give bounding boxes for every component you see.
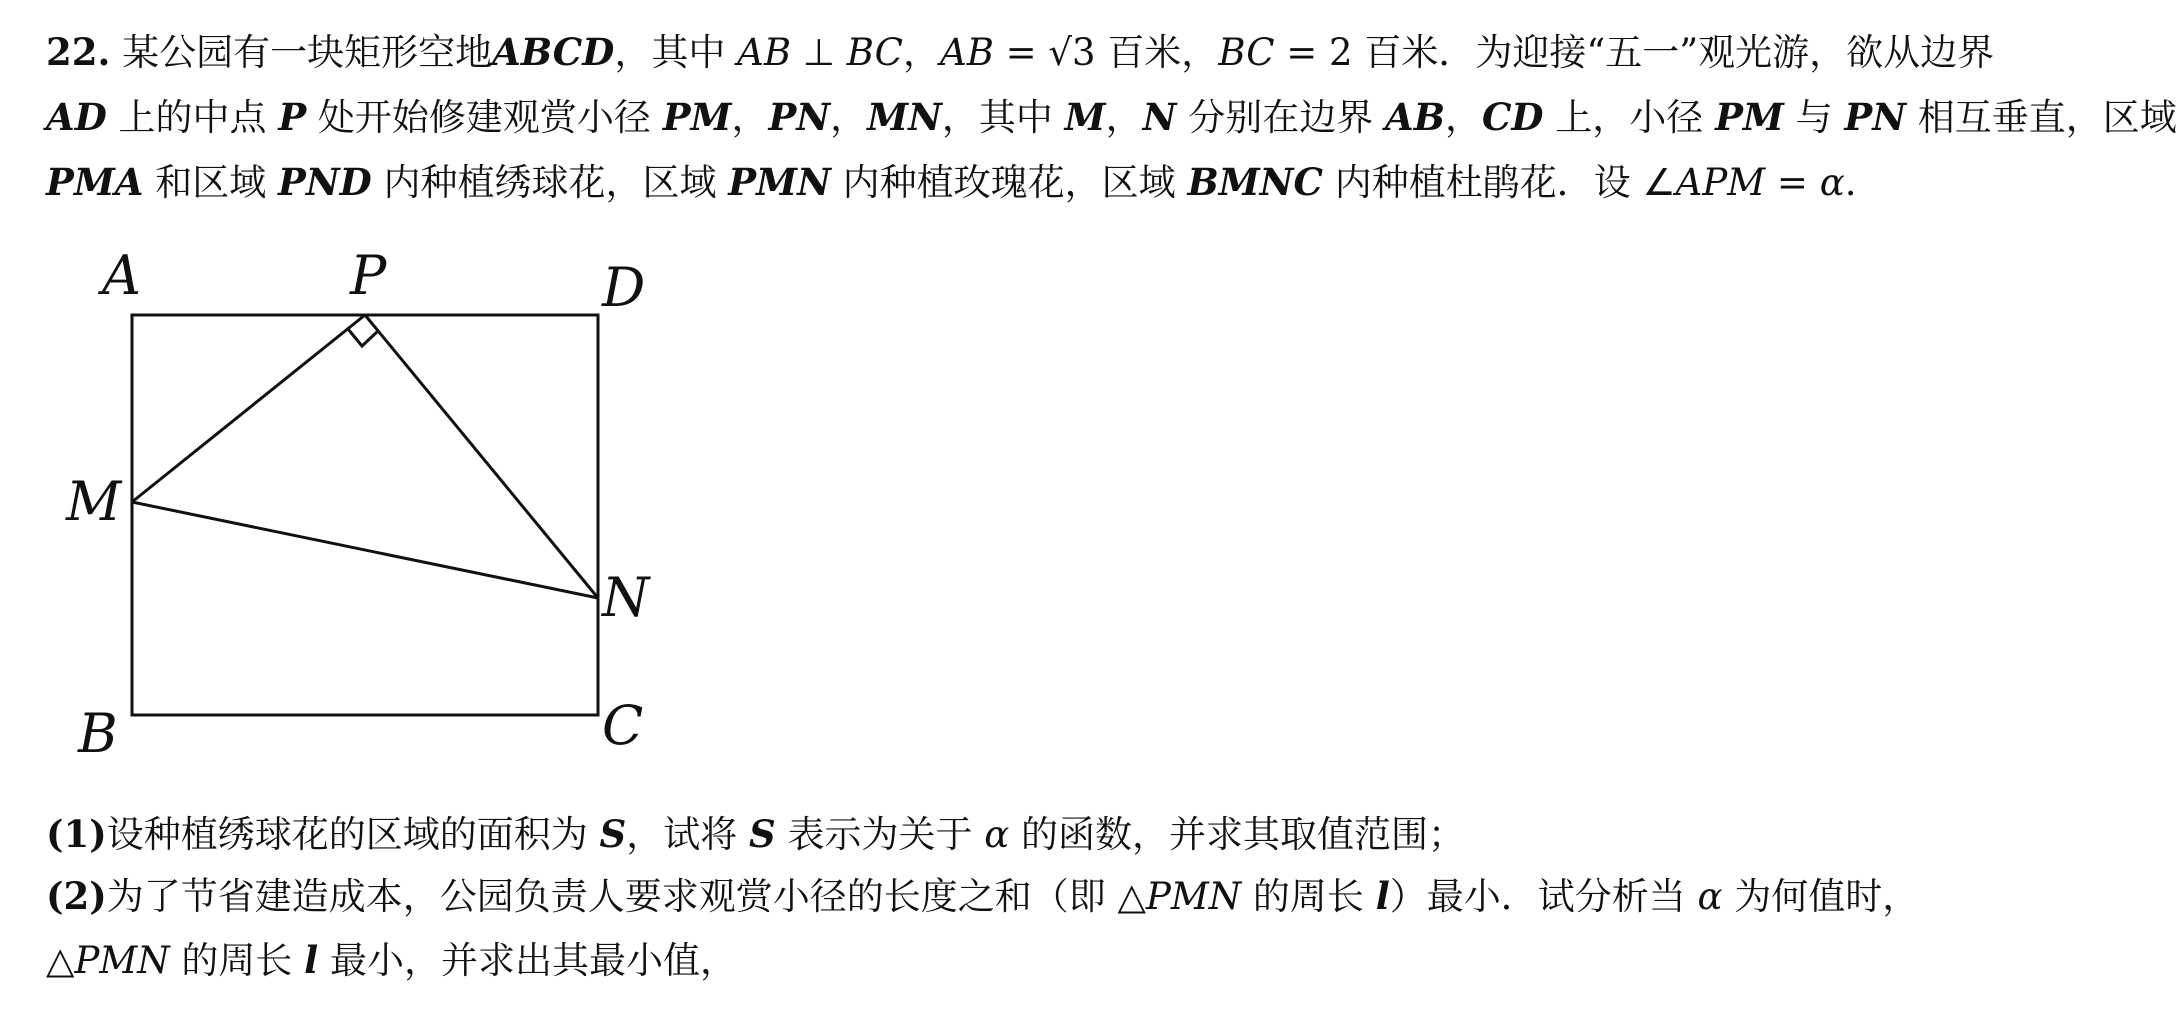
- text: 设种植绣球花的区域的面积为: [106, 813, 600, 856]
- text: 内种植杜鹃花．设: [1322, 161, 1643, 204]
- point-n: N: [1142, 95, 1177, 139]
- text: 和区域: [143, 161, 279, 204]
- text: 相互垂直，区域: [1906, 96, 2177, 139]
- path-pm: PM: [662, 95, 732, 139]
- question-number: (2): [46, 874, 107, 918]
- path-pm: PM: [1715, 95, 1784, 139]
- point-m: M: [1064, 95, 1106, 139]
- path-pn: PN: [1844, 95, 1907, 139]
- text: 内种植玫瑰花，区域: [830, 161, 1188, 204]
- label-b: B: [78, 702, 118, 765]
- segment-ab: AB: [1385, 95, 1445, 139]
- path-pn: PN: [768, 95, 831, 139]
- perp-symbol: ⊥: [791, 31, 847, 74]
- text: 的周长: [1241, 875, 1376, 918]
- alpha: α: [1697, 875, 1723, 918]
- text: ，: [902, 31, 940, 74]
- segment-ad: AD: [46, 95, 107, 139]
- text: 上的中点: [106, 96, 279, 139]
- text: 与: [1783, 96, 1845, 139]
- region-bmnc: BMNC: [1187, 160, 1323, 204]
- segment-cd: CD: [1481, 95, 1544, 139]
- text: 内种植绣球花，区域: [371, 161, 729, 204]
- label-c: C: [602, 694, 644, 757]
- path-mn-line: [132, 502, 598, 598]
- angle-apm: APM: [1675, 161, 1766, 204]
- comma: ，: [1105, 96, 1143, 139]
- triangle-symbol: △: [46, 939, 75, 982]
- question-2: [46, 872, 1919, 921]
- segment-ab: AB: [939, 31, 994, 74]
- equals: =: [1765, 161, 1820, 204]
- label-a: A: [102, 244, 141, 307]
- question-number: (1): [46, 812, 107, 856]
- region-pmn: PMN: [728, 160, 831, 204]
- question-2-continued: [46, 936, 737, 985]
- text: 为何值时，: [1722, 875, 1920, 918]
- perimeter-l: l: [1375, 874, 1390, 918]
- comma: ，: [731, 96, 769, 139]
- right-angle-mark: [348, 329, 378, 346]
- alpha: α: [1819, 161, 1845, 204]
- period: .: [1844, 161, 1857, 204]
- point-p: P: [278, 95, 307, 139]
- text: 最小，并求出其最小值，: [318, 939, 737, 982]
- path-pm-line: [132, 315, 365, 502]
- segment-ab: AB: [737, 31, 792, 74]
- segment-bc: BC: [846, 31, 903, 74]
- text: 表示为关于: [775, 813, 985, 856]
- area-s: S: [749, 812, 776, 856]
- question-1: [46, 810, 1465, 859]
- text: 百米．为迎接“五一”观光游，欲从边界: [1364, 31, 1995, 74]
- label-d: D: [602, 256, 646, 319]
- text: ，其中: [941, 96, 1065, 139]
- rectangle-abcd: [132, 315, 598, 715]
- problem-line-2: [46, 93, 2177, 142]
- comma: ，: [830, 96, 868, 139]
- label-m: M: [66, 470, 122, 533]
- triangle-symbol: △: [1117, 875, 1146, 918]
- text: 处开始修建观赏小径: [306, 96, 663, 139]
- text: ，试将: [626, 813, 750, 856]
- angle-symbol: ∠: [1642, 161, 1676, 204]
- path-pn-line: [365, 315, 598, 598]
- equation: = √3: [993, 31, 1108, 74]
- text: 某公园有一块矩形空地: [122, 31, 493, 74]
- rect-abcd: ABCD: [492, 30, 615, 74]
- triangle-pmn: PMN: [1146, 875, 1242, 918]
- text: 百米，: [1107, 31, 1219, 74]
- text: 上，小径: [1543, 96, 1716, 139]
- path-mn: MN: [867, 95, 942, 139]
- text: 分别在边界: [1176, 96, 1385, 139]
- region-pnd: PND: [278, 160, 372, 204]
- text: ，其中: [614, 31, 726, 74]
- problem-number: 22.: [46, 30, 111, 74]
- comma: ，: [1444, 96, 1482, 139]
- text: 的函数，并求其取值范围；: [1009, 813, 1466, 856]
- equation: = 2: [1274, 31, 1365, 74]
- problem-line-3: [46, 158, 1856, 207]
- text: 的周长: [169, 939, 305, 982]
- perimeter-l: l: [304, 938, 319, 982]
- area-s: S: [599, 812, 627, 856]
- region-pma: PMA: [46, 160, 144, 204]
- alpha: α: [984, 813, 1010, 856]
- text: ）最小．试分析当: [1389, 875, 1698, 918]
- label-n: N: [602, 566, 650, 629]
- label-p: P: [350, 244, 387, 307]
- segment-bc: BC: [1218, 31, 1275, 74]
- triangle-pmn: PMN: [74, 939, 170, 982]
- text: 为了节省建造成本，公园负责人要求观赏小径的长度之和（即: [106, 875, 1118, 918]
- problem-line-1: [46, 28, 1994, 77]
